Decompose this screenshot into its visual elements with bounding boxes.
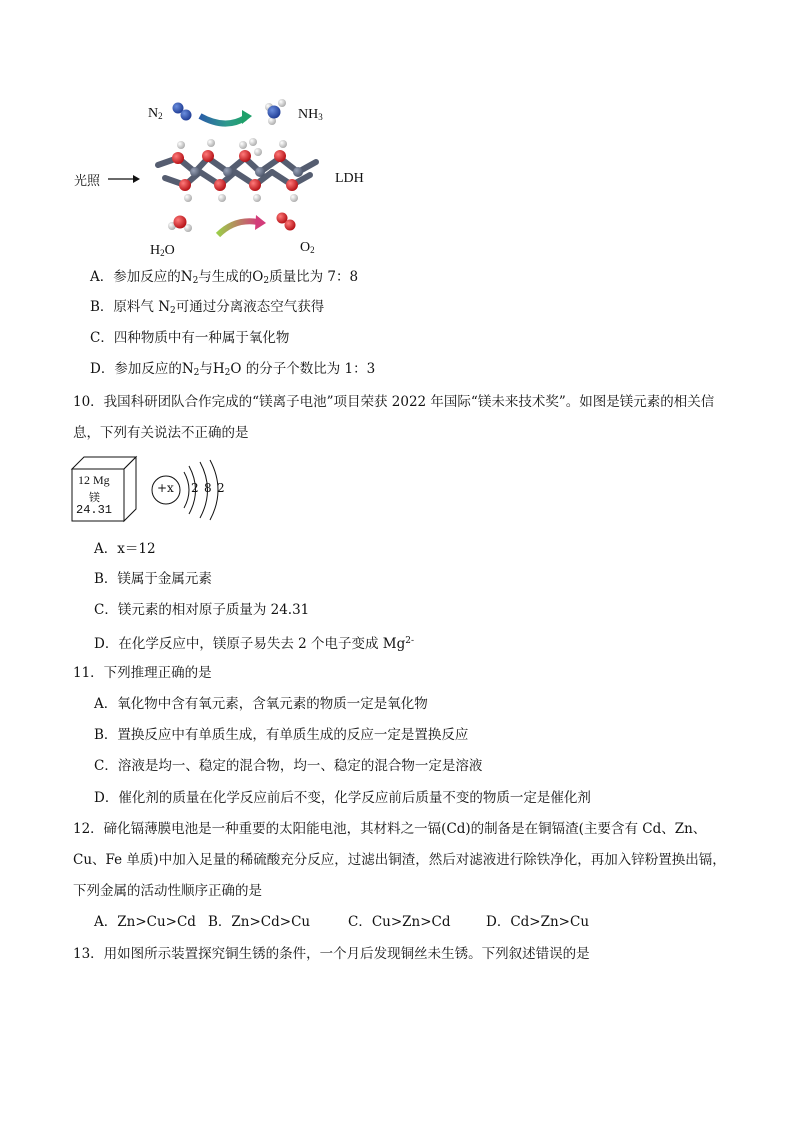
ldh-structure-illustration xyxy=(60,90,380,265)
ldh-reaction-figure xyxy=(60,90,380,265)
element-info-box xyxy=(70,455,140,523)
q12-stem-line2: Cu、Fe 单质)中加入足量的稀硫酸充分反应，过滤出铜渣，然后对滤液进行除铁净化，再加入锌粉置换出镉， xyxy=(73,852,726,868)
shell-1-electrons: 2 xyxy=(191,481,199,495)
nucleus-charge: +x xyxy=(157,481,174,495)
q10-option-c: C．镁元素的相对原子质量为 24.31 xyxy=(94,602,310,618)
q12-option-b: B．Zn>Cd>Cu xyxy=(208,914,311,930)
n2-to-nh3-arrow xyxy=(200,116,245,124)
light-label: 光照 xyxy=(74,174,101,189)
o2-molecule xyxy=(277,213,296,231)
ldh-label: LDH xyxy=(335,171,364,186)
q10-option-a: A．x＝12 xyxy=(94,541,156,557)
q9-option-b: B．原料气 $N_2$可通过分离液态空气获得 xyxy=(90,299,325,316)
n2-molecule xyxy=(173,103,192,121)
atomic-number: 12 xyxy=(78,473,90,487)
q10-stem-line1: 10．我国科研团队合作完成的“镁离子电池”项目荣获 2022 年国际“镁未来技术奖”。如图是镁元素的相关信 xyxy=(73,394,715,410)
n2-label: $N_2$ xyxy=(148,106,163,121)
nh3-molecule xyxy=(265,99,286,125)
q10-option-d: D．在化学反应中，镁原子易失去 2 个电子变成 $Mg^{2-}$ xyxy=(94,636,415,652)
q11-option-a: A．氧化物中含有氧元素，含氧元素的物质一定是氧化物 xyxy=(94,696,428,712)
nh3-label: $NH_3$ xyxy=(298,107,323,122)
q12-option-d: D．Cd>Zn>Cu xyxy=(486,914,590,930)
h2o-molecule xyxy=(168,216,192,233)
h2o-to-o2-arrow xyxy=(218,221,258,235)
q12-options xyxy=(0,913,794,933)
q11-option-d: D．催化剂的质量在化学反应前后不变，化学反应前后质量不变的物质一定是催化剂 xyxy=(94,790,591,806)
element-name: 镁 xyxy=(89,491,100,504)
q9-option-d: D．参加反应的$N_2$与$H_2O$ 的分子个数比为 1：3 xyxy=(90,361,376,378)
q12-stem-line1: 12．碲化镉薄膜电池是一种重要的太阳能电池，其材料之一镉(Cd)的制备是在铜镉渣(主要含有 Cd、Zn、 xyxy=(73,821,707,837)
q12-stem-line3: 下列金属的活动性顺序正确的是 xyxy=(73,883,262,899)
o2-label: $O_2$ xyxy=(300,240,315,255)
atom-structure-diagram xyxy=(148,458,238,522)
h2o-label: $H_2O$ xyxy=(150,243,175,258)
q12-option-a: A．Zn>Cu>Cd xyxy=(94,914,196,930)
shell-3-electrons: 2 xyxy=(217,481,225,495)
shell-2-electrons: 8 xyxy=(204,481,212,495)
q11-option-c: C．溶液是均一、稳定的混合物，均一、稳定的混合物一定是溶液 xyxy=(94,758,483,774)
q9-option-c: C．四种物质中有一种属于氧化物 xyxy=(90,330,290,346)
q10-stem-line2: 息，下列有关说法不正确的是 xyxy=(73,425,249,441)
q11-option-b: B．置换反应中有单质生成，有单质生成的反应一定是置换反应 xyxy=(94,727,469,743)
q12-option-c: C．Cu>Zn>Cd xyxy=(348,914,451,930)
q9-option-a: A．参加反应的$N_2$与生成的$O_2$质量比为 7：8 xyxy=(90,269,359,286)
element-symbol: Mg xyxy=(93,473,110,487)
q13-stem: 13．用如图所示装置探究铜生锈的条件，一个月后发现铜丝未生锈。下列叙述错误的是 xyxy=(73,946,590,962)
q11-stem: 11．下列推理正确的是 xyxy=(73,665,212,681)
q10-option-b: B．镁属于金属元素 xyxy=(94,571,212,587)
atomic-mass: 24.31 xyxy=(76,503,113,517)
